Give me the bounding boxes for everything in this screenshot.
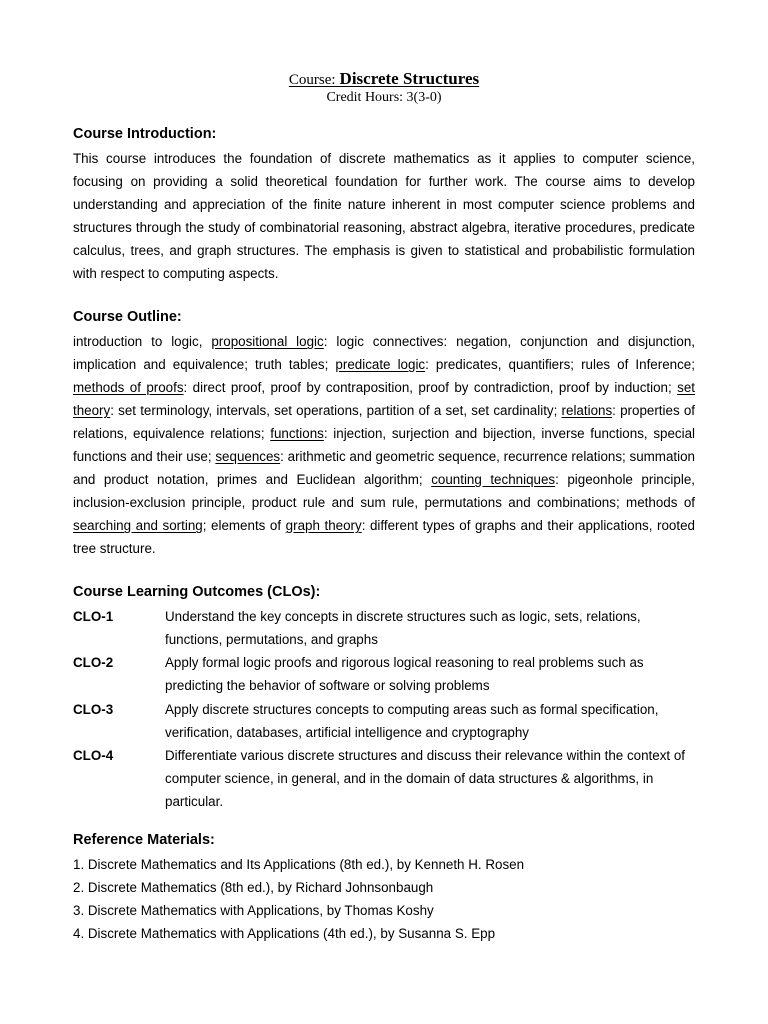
reference-item: 1. Discrete Mathematics and Its Applications (8th ed.), by Kenneth H. Rosen: [73, 857, 525, 872]
reference-item: 4. Discrete Mathematics with Applications (4th ed.), by Susanna S. Epp: [73, 926, 496, 941]
course-title: [0, 68, 768, 91]
outline-text: : pigeonhole principle, inclusion-exclusion principle, product rule and sum rule, permutations and combinations; methods of: [73, 472, 695, 510]
outline-text: : different types of graphs and their applications, rooted tree structure.: [73, 518, 695, 556]
clo-description: Apply formal logic proofs and rigorous logical reasoning to real problems such as predicting the behavior of software or solving problems: [165, 655, 644, 693]
outline-topic: functions: [270, 426, 324, 441]
outline-topic: relations: [561, 403, 613, 418]
outline-topic: set theory: [73, 380, 695, 418]
clo-description: Apply discrete structures concepts to computing areas such as formal specification, verification, databases, artificial intelligence and cryptography: [165, 702, 659, 740]
clo-code: CLO-4: [73, 748, 114, 763]
outline-text: : direct proof, proof by contraposition, proof by contradiction, proof by induction;: [183, 380, 678, 395]
outline-topic: methods of proofs: [73, 380, 184, 395]
clo-code: CLO-1: [73, 609, 114, 624]
references-heading: Reference Materials:: [73, 832, 215, 848]
outline-text: : logic connectives: negation, conjunction and disjunction, implication and equivalence; truth tables;: [73, 334, 695, 372]
outline-text: ; elements of: [202, 518, 286, 533]
introduction-heading: Course Introduction:: [73, 126, 217, 142]
outline-text: : arithmetic and geometric sequence, recurrence relations; summation and product notation, primes and Euclidean algorithm;: [73, 449, 695, 487]
outline-topic: sequences: [215, 449, 281, 464]
outline-paragraph: [73, 330, 695, 560]
clo-description: Differentiate various discrete structures and discuss their relevance within the context of computer science, in general, and in the domain of data structures & algorithms, in particular.: [165, 748, 686, 809]
reference-item: 2. Discrete Mathematics (8th ed.), by Richard Johnsonbaugh: [73, 880, 434, 895]
outline-text: : properties of relations, equivalence relations;: [73, 403, 696, 441]
clo-code: CLO-2: [73, 655, 114, 670]
clo-heading: Course Learning Outcomes (CLOs):: [73, 584, 321, 600]
outline-text: introduction to logic,: [73, 334, 212, 349]
reference-item: 3. Discrete Mathematics with Applications, by Thomas Koshy: [73, 903, 434, 918]
outline-topic: predicate logic: [335, 357, 426, 372]
clo-code: CLO-3: [73, 702, 114, 717]
outline-heading: Course Outline:: [73, 309, 182, 325]
credit-hours: Credit Hours: 3(3-0): [326, 90, 442, 105]
outline-text: : injection, surjection and bijection, inverse functions, special functions and their use;: [73, 426, 695, 464]
course-title-prefix: Course:: [288, 72, 336, 88]
outline-topic: searching and sorting: [73, 518, 203, 533]
outline-text: : set terminology, intervals, set operations, partition of a set, set cardinality;: [110, 403, 562, 418]
clo-description: Understand the key concepts in discrete structures such as logic, sets, relations, functions, permutations, and graphs: [165, 609, 641, 647]
outline-topic: graph theory: [285, 518, 362, 533]
course-title-name: Discrete Structures: [339, 69, 480, 88]
introduction-paragraph: This course introduces the foundation of discrete mathematics as it applies to computer science, focusing on providing a solid theoretical foundation for further work. The course aims to develop understanding and appreciation of the finite nature inherent in most computer science problems and structures through the study of combinatorial reasoning, abstract algebra, iterative procedures, predicate calculus, trees, and graph structures. The emphasis is given to statistical and probabilistic formulation with respect to computing aspects.: [73, 151, 695, 281]
outline-topic: counting techniques: [431, 472, 556, 487]
outline-text: : predicates, quantifiers; rules of Inference;: [425, 357, 695, 372]
outline-topic: propositional logic: [211, 334, 324, 349]
